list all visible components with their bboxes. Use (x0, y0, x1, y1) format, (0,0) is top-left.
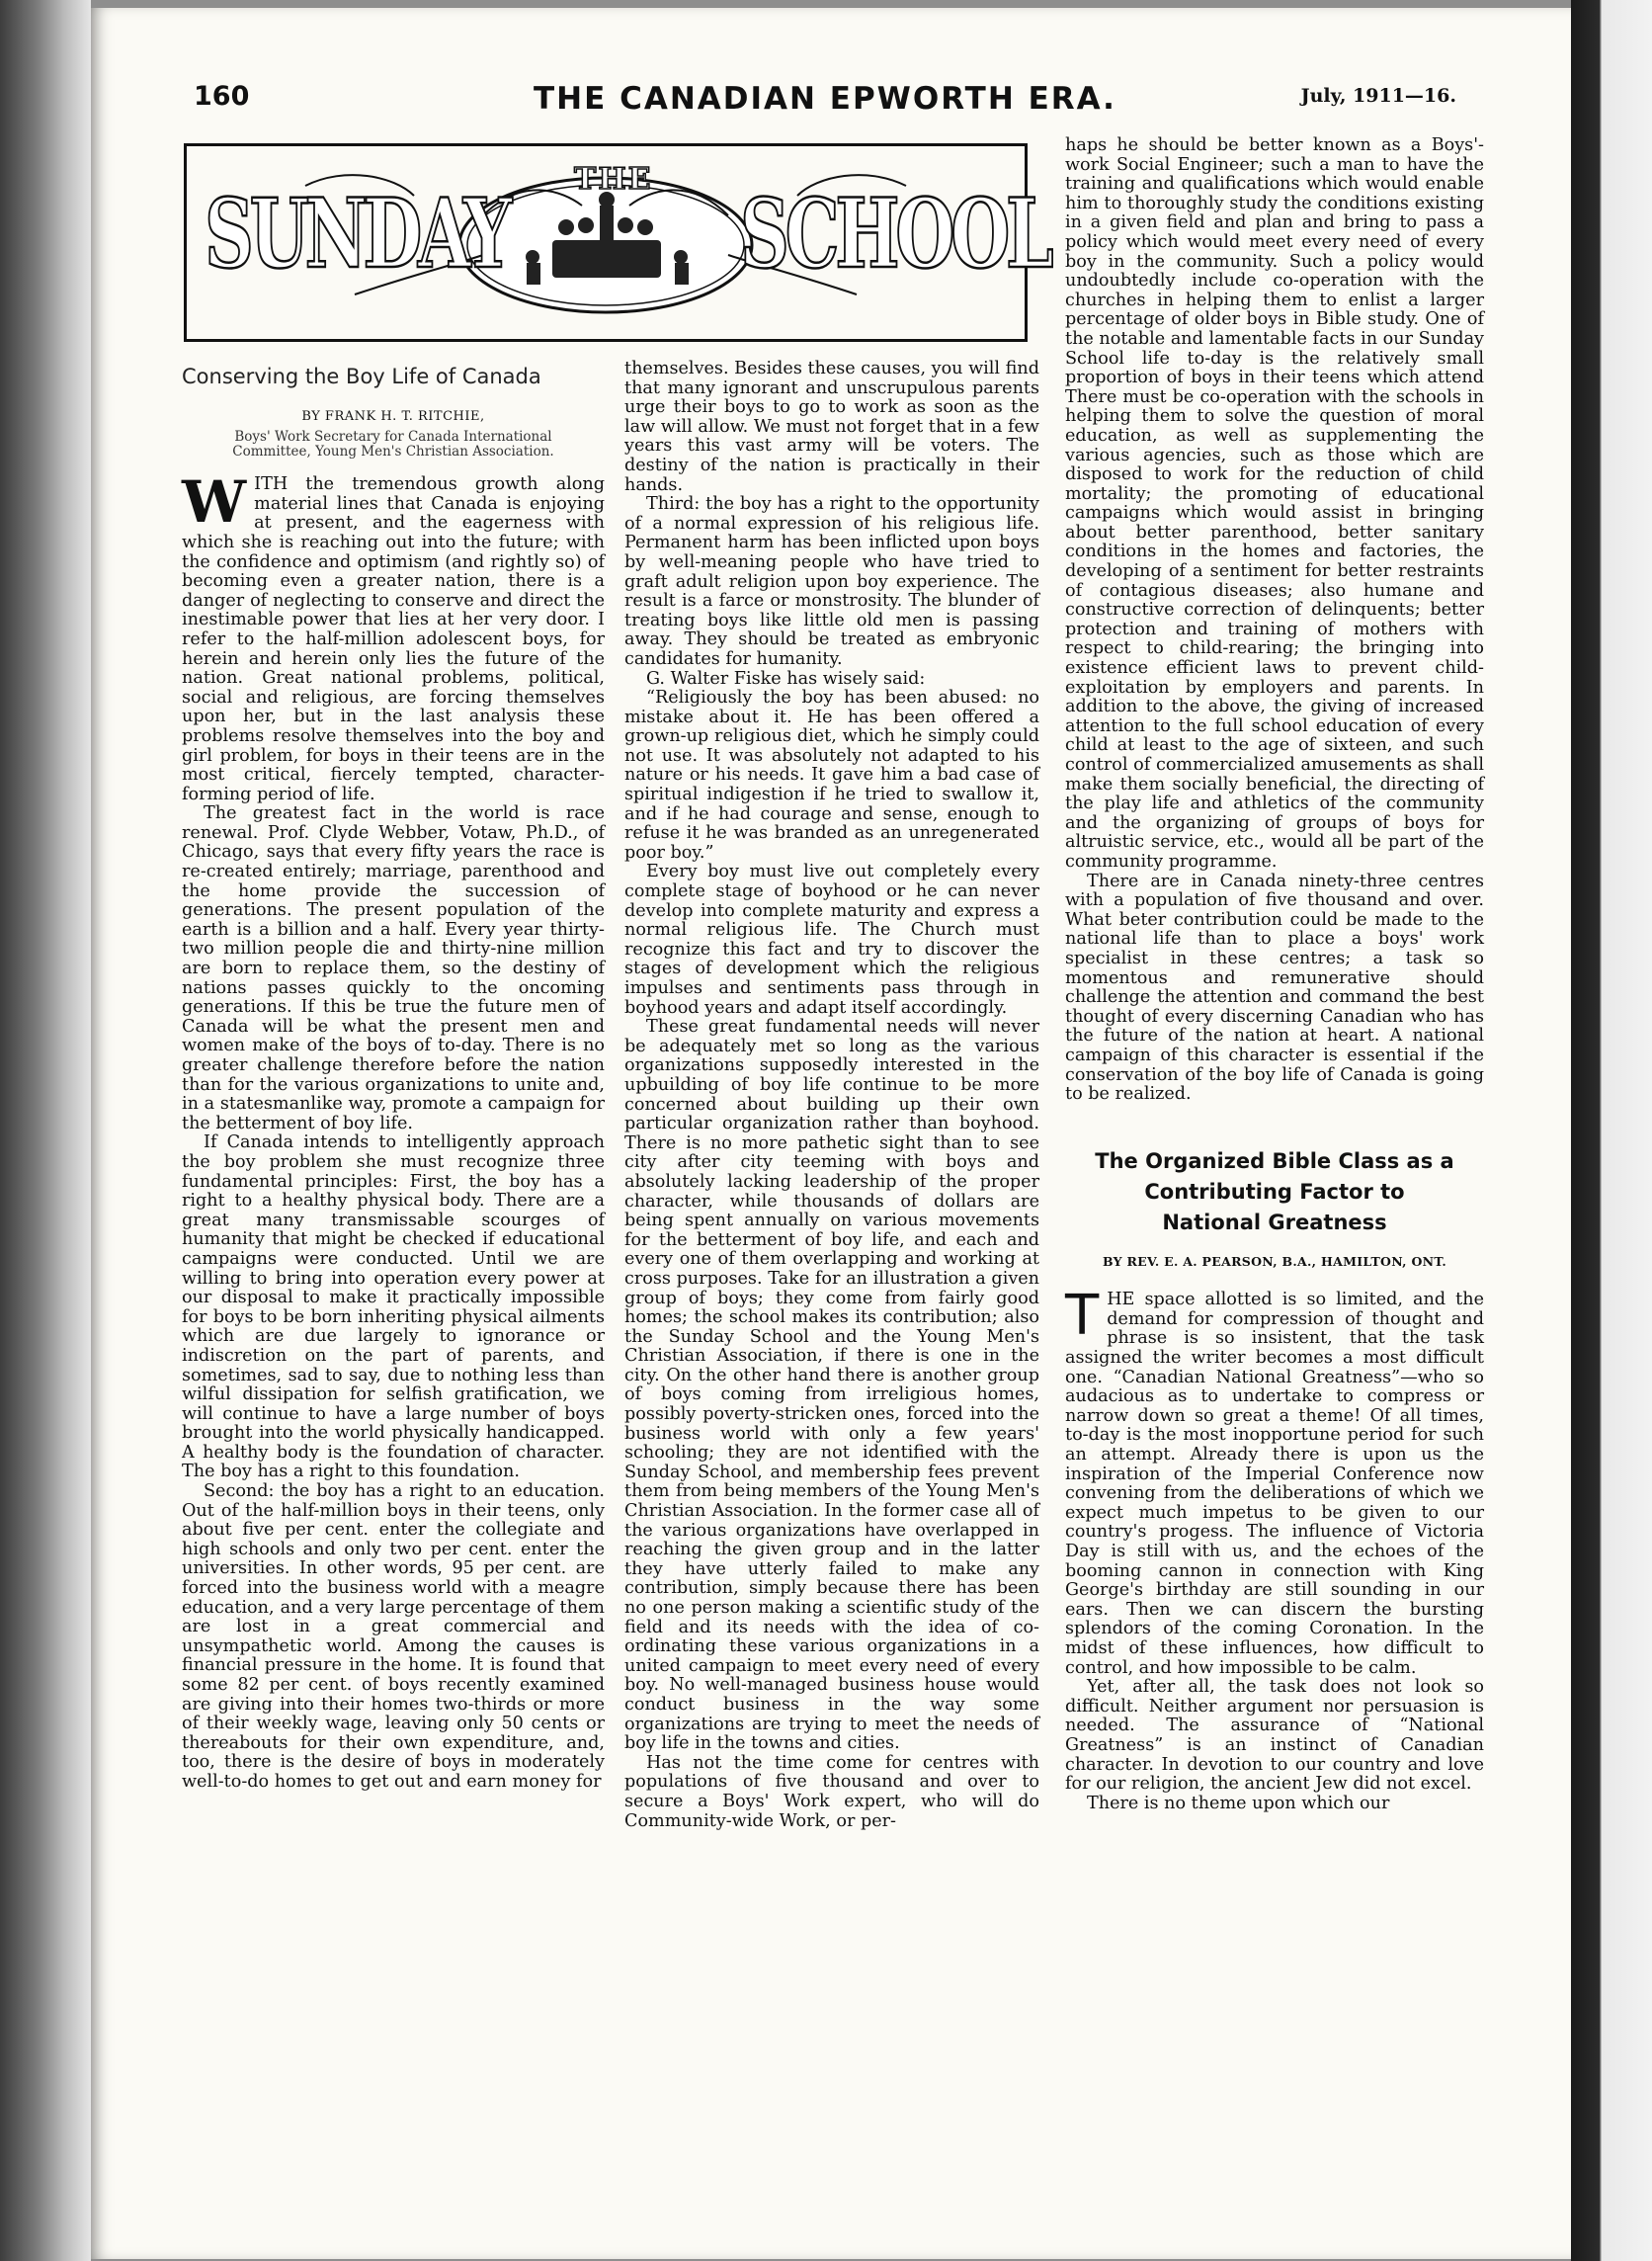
article1-paragraph: themselves. Besides these causes, you will find that many ignorant and unscrupulous parents urge their boys to go to work as soon as the law will allow. We must not forget that in a few years this vast army will be voters. The destiny of the nation is practically in their hands. (624, 359, 1039, 495)
article1-column-1 (182, 365, 605, 1793)
article1-paragraph: The greatest fact in the world is race renewal. Prof. Clyde Webber, Votaw, Ph.D., of Chicago, says that every fifty years the race is re-created entirely; marriage, parenthood and the home provide the succession of generations. The present population of the earth is a billion and a half. Every year thirty-two million people die and thirty-nine million are born to replace them, so the destiny of nations passes quickly to the oncoming generations. If this be true the future men of Canada will be what the present men and women make of the boys of to-day. There is no greater challenge therefore before the nation than for the various organizations to unite and, in a statesmanlike way, promote a campaign for the betterment of boy life. (182, 803, 605, 1133)
article1-dropcap: W (182, 468, 247, 537)
publication-title: THE CANADIAN EPWORTH ERA. (534, 81, 1116, 117)
article1-paragraph: There are in Canada ninety-three centres with a population of five thousand and over. What beter contribution could be made to the national life than to place a boys' work specialist in these centres; a task so momentous and remunerative should challenge the attention and command the best thought of every discerning Canadian who has the future of the nation at heart. A national campaign of this character is essential if the conservation of the boy life of Canada is going to be realized. (1065, 871, 1484, 1105)
article2-title: The Organized Bible Class as a Contributing Factor to National Greatness (1095, 1148, 1454, 1234)
article1-paragraph: If Canada intends to intelligently approach the boy problem she must recognize three fundamental principles: First, the boy has a right to a healthy physical body. There are a great many transmissable scourges of humanity that might be checked if educational campaigns were conducted. Until we are willing to bring into operation every power at our disposal to make it practically impossible for boys to be born inheriting physical ailments which are due largely to ignorance or indiscretion on the part of parents, and sometimes, sad to say, due to nothing less than wilful dissipation for selfish gratification, we will continue to have a large number of boys brought into the world physically handicapped. A healthy body is the foundation of character. The boy has a right to this foundation. (182, 1132, 605, 1482)
article2-paragraph: There is no theme upon which our (1087, 1793, 1390, 1813)
article1-paragraph: Second: the boy has a right to an education. Out of the half-million boys in their teens, only about five per cent. enter the collegiate and high schools and only two per cent. enter the universities. In other words, 95 per cent. are forced into the business world with a meagre education, and a very large percentage of them are lost in a great commercial and unsympathetic world. Among the causes is financial pressure in the home. It is found that some 82 per cent. of boys recently examined are giving into their homes two-thirds or more of their weekly wage, leaving only 50 cents or thereabouts for their own expenditure, and, too, there is the desire of boys in moderately well-to-do homes to get out and earn money for (182, 1481, 605, 1792)
article1-paragraph: Third: the boy has a right to the opportunity of a normal expression of his religious life. Permanent harm has been inflicted upon boys by well-meaning people who have tried to graft adult religion upon boy experience. The result is a farce or monstrosity. The blunder of treating boys like little old men is passing away. They should be treated as embryonic candidates for humanity. (624, 494, 1039, 669)
article1-title: Conserving the Boy Life of Canada (182, 365, 541, 388)
article1-affiliation: Boys' Work Secretary for Canada International Committee, Young Men's Christian Association. (232, 429, 554, 461)
article1-paragraph: haps he should be better known as a Boys'-work Social Engineer; such a man to have the training and qualifications which would enable him to thoroughly study the conditions existing in a given field and plan and bring to pass a policy which would meet every need of every boy in the community. Such a policy would undoubtedly include co-operation with the churches in helping them to enlist a larger percentage of older boys in Bible study. One of the notable and lamentable facts in our Sunday School life to-day is the relatively small proportion of boys in their teens which attend There must be co-operation with the schools in helping them to solve the question of moral education, as well as supplementing the various agencies, such as those which are disposed to work for the reduction of child mortality; the promoting of educational campaigns which would assist in bringing about better parenthood, better sanitary conditions in the homes and factories, the developing of a sentiment for better restraints of contagious diseases; also humane and constructive correction of delinquents; better protection and training of mothers with respect to child-rearing; the bringing into existence efficient laws to prevent child-exploitation by employers and parents. In addition to the above, the giving of increased attention to the full school education of every child at least to the age of sixteen, and such control of commercialized amusements as shall make them socially beneficial, the directing of the play life and athletics of the community and the organizing of groups of boys for altruistic service, etc., would all be part of the community programme. (1065, 135, 1484, 872)
column-3 (1065, 136, 1484, 1813)
next-page-edge (1571, 0, 1652, 2261)
page-header (194, 81, 1456, 121)
article2-paragraph: Yet, after all, the task does not look so difficult. Neither argument nor persuasion is needed. The assurance of “National Greatness” is an instinct of Canadian character. In devotion to our country and love for our religion, the ancient Jew did not excel. (1065, 1677, 1484, 1795)
article1-quote: “Religiously the boy has been abused: no mistake about it. He has been offered a grown-up religious diet, which he simply could not use. It was absolutely not adapted to his nature or his needs. It gave him a bad case of spiritual indigestion if he tried to swallow it, and if he had courage and sense, enough to refuse it he was branded as an unregenerated poor boy.” (624, 688, 1039, 863)
article2-dropcap: T (1065, 1284, 1100, 1349)
issue-date: July, 1911—16. (1300, 85, 1456, 107)
page-number: 160 (194, 81, 250, 112)
article1-paragraph: WITH the tremendous growth along material lines that Canada is enjoying at present, and the eagerness with which she is reaching out into the future; with the confidence and optimism (and rightly so) of becoming even a greater nation, there is a danger of neglecting to conserve and direct the inestimable power that lies at her very door. I refer to the half-million adolescent boys, for herein and herein only lies the future of the nation. Great national problems, political, social and religious, are forcing themselves upon her, but in the last analysis these problems resolve themselves into the boy and girl problem, for boys in their teens are in the most critical, fiercely tempted, character-forming period of life. (182, 468, 605, 804)
article1-column-2 (624, 360, 1039, 1831)
book-gutter (0, 0, 91, 2261)
banner-word-the: THE (574, 162, 653, 197)
article2-paragraph: THE space allotted is so limited, and the demand for compression of thought and phrase is so insistent, that the task assigned the writer becomes a most difficult one. “Canadian National Greatness”—who so audacious as to undertake to compress or narrow down so great a theme! Of all times, to-day is the most inopportune period for such an attempt. Already there is upon us the inspiration of the Imperial Conference now convening from the deliberations of which we expect much impetus to be given to our country's progess. The influence of Victoria Day is still with us, and the echoes of the booming cannon in connection with King George's birthday are still sounding in our ears. Then we can discern the bursting splendors of the coming Coronation. In the midst of these influences, how difficult to control, and how impossible to be calm. (1065, 1284, 1484, 1678)
banner-word-sunday: SUNDAY (205, 178, 508, 290)
banner-word-school: SCHOOL (740, 178, 1050, 290)
article1-paragraph: Has not the time come for centres with populations of five thousand and over to secure a Boys' Work expert, who will do Community-wide Work, or per- (624, 1752, 1039, 1831)
article1-byline: BY FRANK H. T. RITCHIE, (301, 408, 485, 424)
article2-byline: BY REV. E. A. PEARSON, B.A., HAMILTON, ONT. (1102, 1253, 1447, 1269)
article1-paragraph: These great fundamental needs will never be adequately met so long as the various organizations supposedly interested in the upbuilding of boy life continue to be more concerned about building up their own particular organization rather than boyhood. There is no more pathetic sight than to see city after city teeming with boys and absolutely lacking leadership of the proper character, while thousands of dollars are being spent annually on various movements for the betterment of boy life, and each and every one of them overlapping and working at cross purposes. Take for an illustration a given group of boys; they come from fairly good homes; the school makes its contribution; also the Sunday School and the Young Men's Christian Association, if there is one in the city. On the other hand there is another group of boys coming from irreligious homes, possibly poverty-stricken ones, forced into the business world with only a few years' schooling; they are not identified with the Sunday School, and membership fees prevent them from being members of the Young Men's Christian Association. In the former case all of the various organizations have overlapped in reaching the given group and in the latter they have utterly failed to make any contribution, simply because there has been no one person making a scientific study of the field and its needs with the idea of co-ordinating these various organizations in a united campaign to meet every need of every boy. No well-managed business house would conduct business in the way some organizations are trying to meet the needs of boy life in the towns and cities. (624, 1017, 1039, 1754)
article1-paragraph: G. Walter Fiske has wisely said: (646, 668, 926, 689)
article1-paragraph: Every boy must live out completely every complete stage of boyhood or he can never develop into complete maturity and express a normal religious life. The Church must recognize this fact and try to discover the stages of development which the religious impulses and sentiments pass through in boyhood years and adapt itself accordingly. (624, 862, 1039, 1018)
sunday-school-banner (184, 143, 1050, 342)
